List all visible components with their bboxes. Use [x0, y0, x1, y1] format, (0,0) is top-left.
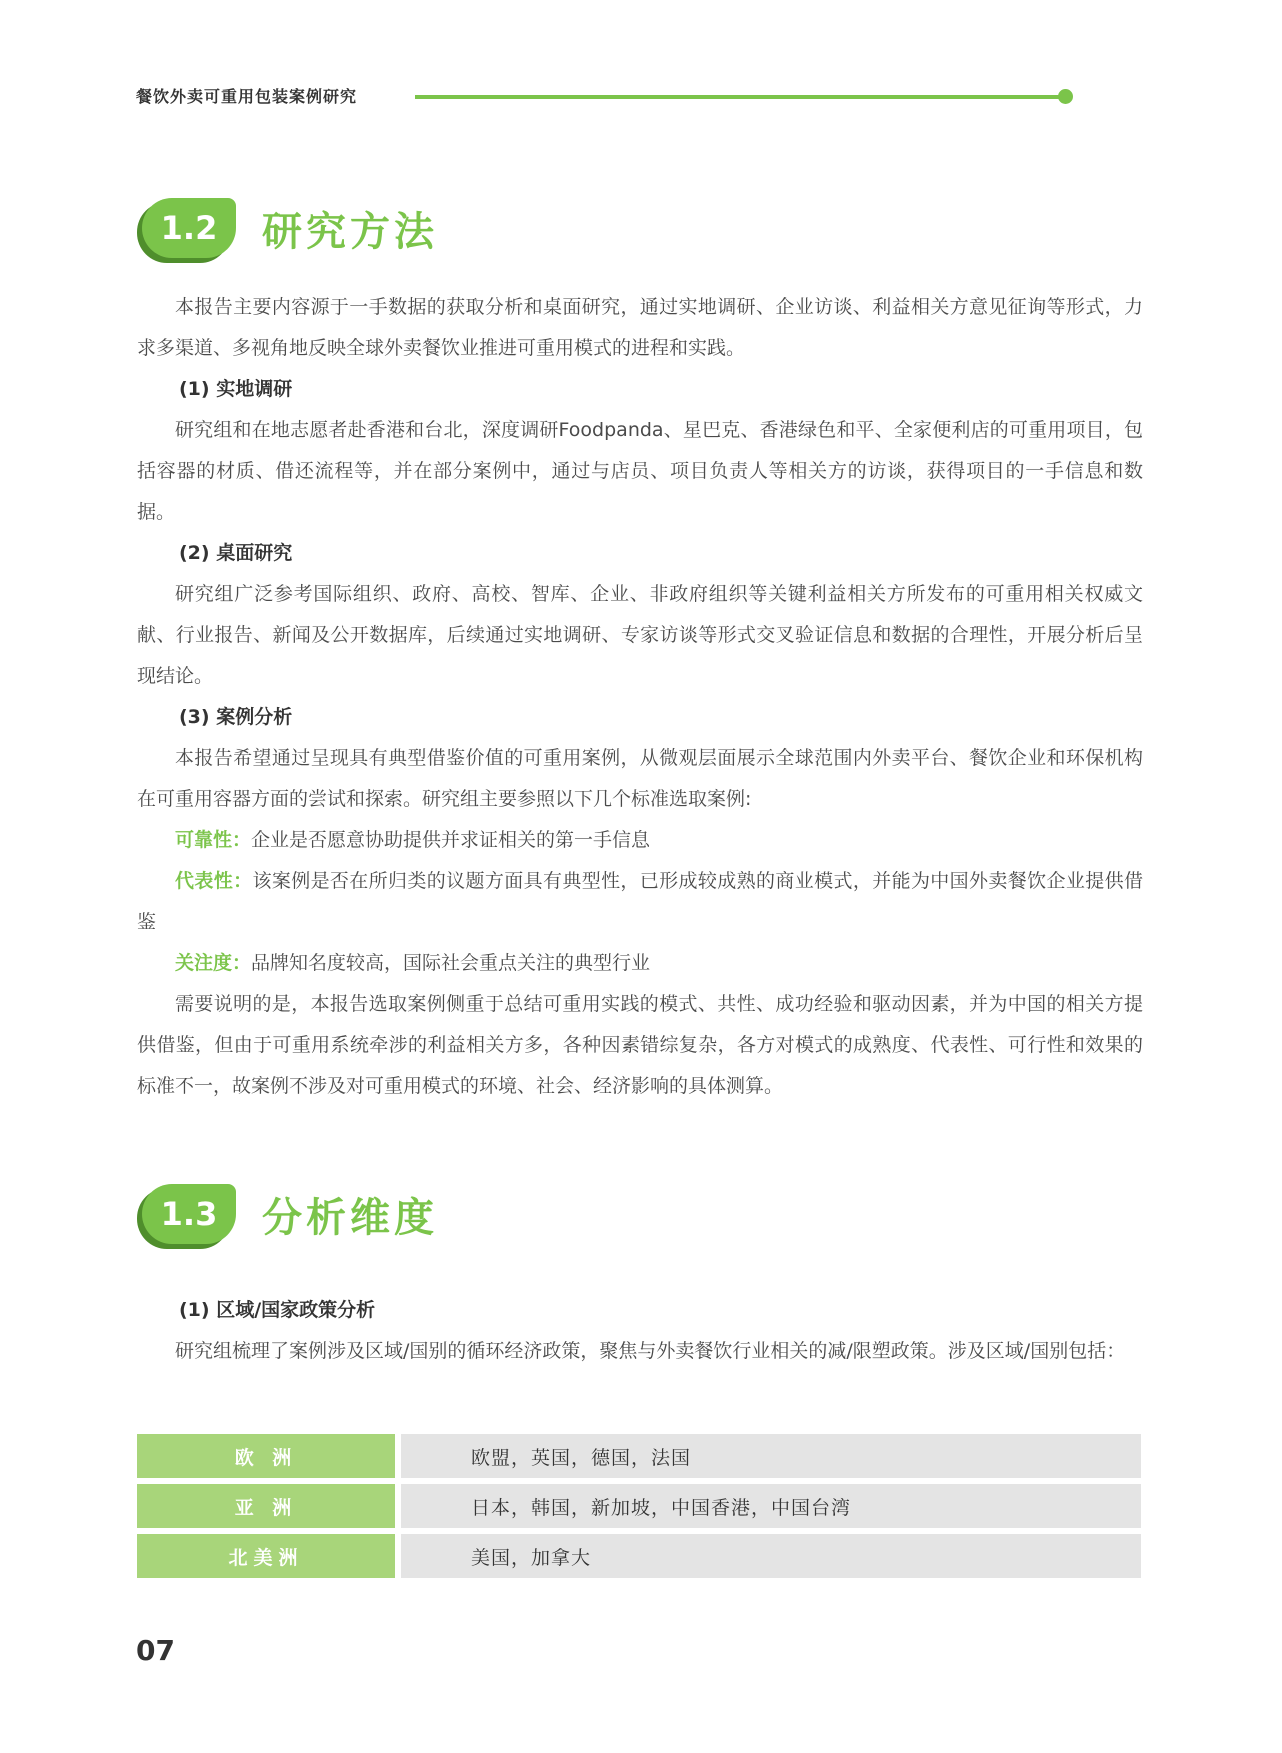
- criteria-key: 可靠性：: [175, 829, 252, 851]
- region-cell: 亚 洲: [137, 1484, 401, 1528]
- header-divider: [415, 95, 1065, 99]
- countries-cell: 日本，韩国，新加坡，中国香港，中国台湾: [401, 1484, 1141, 1528]
- criteria-item: [137, 943, 1143, 984]
- table-row: [137, 1534, 1141, 1578]
- intro-paragraph: 本报告主要内容源于一手数据的获取分析和桌面研究，通过实地调研、企业访谈、利益相关方意见征询等形式，力求多渠道、多视角地反映全球外卖餐饮业推进可重用模式的进程和实践。: [137, 296, 1143, 359]
- countries-cell: 欧盟，英国，德国，法国: [401, 1434, 1141, 1478]
- section-13-body: [137, 1290, 1143, 1372]
- table-row: [137, 1434, 1141, 1478]
- desk-research-paragraph: 研究组广泛参考国际组织、政府、高校、智库、企业、非政府组织等关键利益相关方所发布的可重用相关权威文献、行业报告、新闻及公开数据库，后续通过实地调研、专家访谈等形式交叉验证信息和数据的合理性，开展分析后呈现结论。: [137, 583, 1143, 687]
- case-analysis-paragraph: 本报告希望通过呈现具有典型借鉴价值的可重用案例，从微观层面展示全球范围内外卖平台、餐饮企业和环保机构在可重用容器方面的尝试和探索。研究组主要参照以下几个标准选取案例:: [137, 747, 1143, 810]
- criteria-value: 该案例是否在所归类的议题方面具有典型性，已形成较成熟的商业模式，并能为中国外卖餐饮企业提供借鉴: [137, 870, 1143, 933]
- subsection-title: (3) 案例分析: [179, 706, 293, 728]
- criteria-item: [137, 861, 1143, 943]
- criteria-item: [137, 820, 1143, 861]
- table-row: [137, 1484, 1141, 1528]
- page-number: 07: [136, 1634, 175, 1667]
- section-number-badge: 1.2: [142, 198, 236, 258]
- criteria-value: 企业是否愿意协助提供并求证相关的第一手信息: [251, 829, 651, 851]
- subsection-title: (1) 区域/国家政策分析: [179, 1299, 376, 1321]
- section-title: 分析维度: [262, 1195, 438, 1241]
- report-title: 餐饮外卖可重用包装案例研究: [136, 87, 358, 106]
- note-paragraph: 需要说明的是，本报告选取案例侧重于总结可重用实践的模式、共性、成功经验和驱动因素，并为中国的相关方提供借鉴，但由于可重用系统牵涉的利益相关方多，各种因素错综复杂，各方对模式的成熟度、代表性、可行性和效果的标准不一，故案例不涉及对可重用模式的环境、社会、经济影响的具体测算。: [137, 993, 1143, 1097]
- header-divider-dot: [1058, 89, 1073, 104]
- subsection-title: (1) 实地调研: [179, 378, 293, 400]
- criteria-key: 代表性：: [175, 870, 253, 892]
- policy-paragraph: 研究组梳理了案例涉及区域/国别的循环经济政策，聚焦与外卖餐饮行业相关的减/限塑政策。涉及区域/国别包括：: [175, 1340, 1126, 1362]
- region-cell: 欧 洲: [137, 1434, 401, 1478]
- region-cell: 北美洲: [137, 1534, 401, 1578]
- countries-cell: 美国，加拿大: [401, 1534, 1141, 1578]
- region-table: [137, 1428, 1141, 1584]
- section-number-badge: 1.3: [142, 1184, 236, 1244]
- criteria-key: 关注度：: [175, 952, 252, 974]
- section-12-body: [137, 287, 1143, 1107]
- field-research-paragraph: 研究组和在地志愿者赴香港和台北，深度调研Foodpanda、星巴克、香港绿色和平、全家便利店的可重用项目，包括容器的材质、借还流程等，并在部分案例中，通过与店员、项目负责人等相关方的访谈，获得项目的一手信息和数据。: [137, 419, 1143, 523]
- subsection-title: (2) 桌面研究: [179, 542, 293, 564]
- section-title: 研究方法: [262, 209, 438, 255]
- criteria-value: 品牌知名度较高，国际社会重点关注的典型行业: [251, 952, 651, 974]
